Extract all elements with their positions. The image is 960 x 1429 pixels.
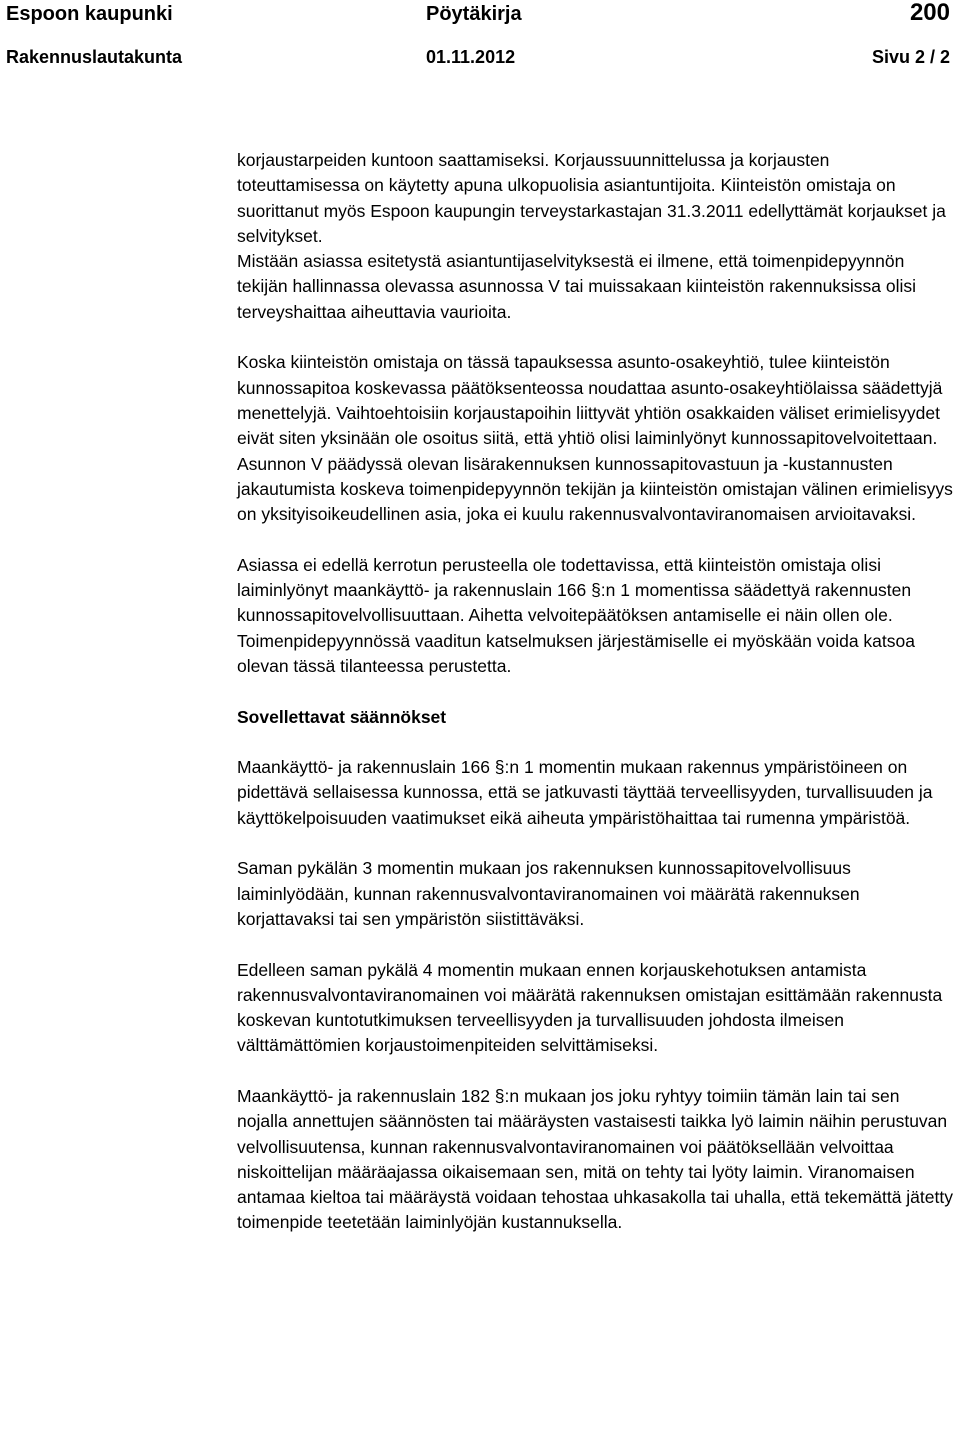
page-label: Sivu 2 / 2 (871, 47, 950, 67)
header-row-2 (6, 45, 950, 69)
paragraph-7: Edelleen saman pykälä 4 momentin mukaan ennen korjauskehotuksen antamista rakennusvalvontaviranomainen voi määrätä rakennuksen omistajan esittämään rakennusta koskevan kuntotutkimuksen terveellisyyden ja turvallisuuden johdosta ilmeisen välttämättömien korjaustoimenpiteiden selvittämiseksi. (237, 959, 943, 1056)
paragraph-3: Koska kiinteistön omistaja on tässä tapauksessa asunto-osakeyhtiö, tulee kiinteistön kunnossapitoa koskevassa päätöksenteossa noudattaa asunto-osakeyhtiölaissa säädettyjä menettelyjä. Vaihtoehtoisiin korjaustapoihin liittyvät yhtiön osakkaiden väliset erimielisyydet eivät siten yksinään ole osoitus siitä, että yhtiö olisi laiminlyönyt kunnossapitovelvoitettaan. Asunnon V päädyssä olevan lisärakennuksen kunnossapitovastuun ja -kustannusten jakautumista koskeva toimenpidepyynnön tekijän ja kiinteistön omistajan välinen erimielisyys on yksityisoikeudellinen asia, joka ei kuulu rakennusvalvontaviranomaisen arvioitavaksi. (237, 352, 953, 525)
paragraph-5: Maankäyttö- ja rakennuslain 166 §:n 1 momentin mukaan rakennus ympäristöineen on pidettävä sellaisessa kunnossa, että se jatkuvasti täyttää terveellisyyden, turvallisuuden ja käyttökelpoisuuden vaatimukset eikä aiheuta ympäristöhaittaa tai rumenna ympäristöä. (237, 757, 933, 828)
document-body (237, 148, 953, 1236)
committee-name: Rakennuslautakunta (6, 47, 183, 67)
org-name: Espoon kaupunki (6, 3, 173, 25)
paragraph-8: Maankäyttö- ja rakennuslain 182 §:n mukaan jos joku ryhtyy toimiin tämän lain tai sen nojalla annettujen säännösten tai määräysten vastaisesti taikka lyö laimin näihin perustuvan velvollisuutensa, kunnan rakennusvalvontaviranomainen voi päätöksellään velvoittaa niskoittelijan määräajassa oikaisemaan sen, mitä on tehty tai lyöty laimin. Viranomaisen antamaa kieltoa tai määräystä voidaan tehostaa uhkasakolla tai uhalla, että tekemättä jätetty toimenpide teetetään laiminlyöjän kustannuksella. (237, 1085, 953, 1233)
paragraph-4: Asiassa ei edellä kerrotun perusteella ole todettavissa, että kiinteistön omistaja olisi laiminlyönyt maankäyttö- ja rakennuslain 166 §:n 1 momentissa säädettyä rakennusten kunnossapitovelvollisuuttaan. Aihetta velvoitepäätöksen antamiselle ei näin ollen ole. Toimenpidepyynnössä vaaditun katselmuksen järjestämiselle ei myöskään voida katsoa olevan tässä tilanteessa perustetta. (237, 554, 915, 676)
header-row-1 (6, 0, 950, 27)
page-number: 200 (909, 0, 950, 26)
paragraph-1: korjaustarpeiden kuntoon saattamiseksi. Korjaussuunnittelussa ja korjausten toteuttamisessa on käytetty apuna ulkopuolisia asiantuntijoita. Kiinteistön omistaja on suorittanut myös Espoon kaupungin terveystarkastajan 31.3.2011 edellyttämät korjaukset ja selvitykset. (237, 150, 946, 246)
meeting-date: 01.11.2012 (426, 47, 516, 67)
paragraph-2: Mistään asiassa esitetystä asiantuntijaselvityksestä ei ilmene, että toimenpidepyynnön tekijän hallinnassa olevassa asunnossa V tai muissakaan kiinteistön rakennuksissa olisi terveyshaittaa aiheuttavia vaurioita. (237, 251, 916, 322)
paragraph-6: Saman pykälän 3 momentin mukaan jos rakennuksen kunnossapitovelvollisuus laiminlyödään, kunnan rakennusvalvontaviranomainen voi määrätä rakennuksen korjattavaksi tai sen ympäristön siistittäväksi. (237, 858, 860, 929)
section-heading: Sovellettavat säännökset (237, 706, 447, 727)
document-type: Pöytäkirja (426, 3, 522, 25)
